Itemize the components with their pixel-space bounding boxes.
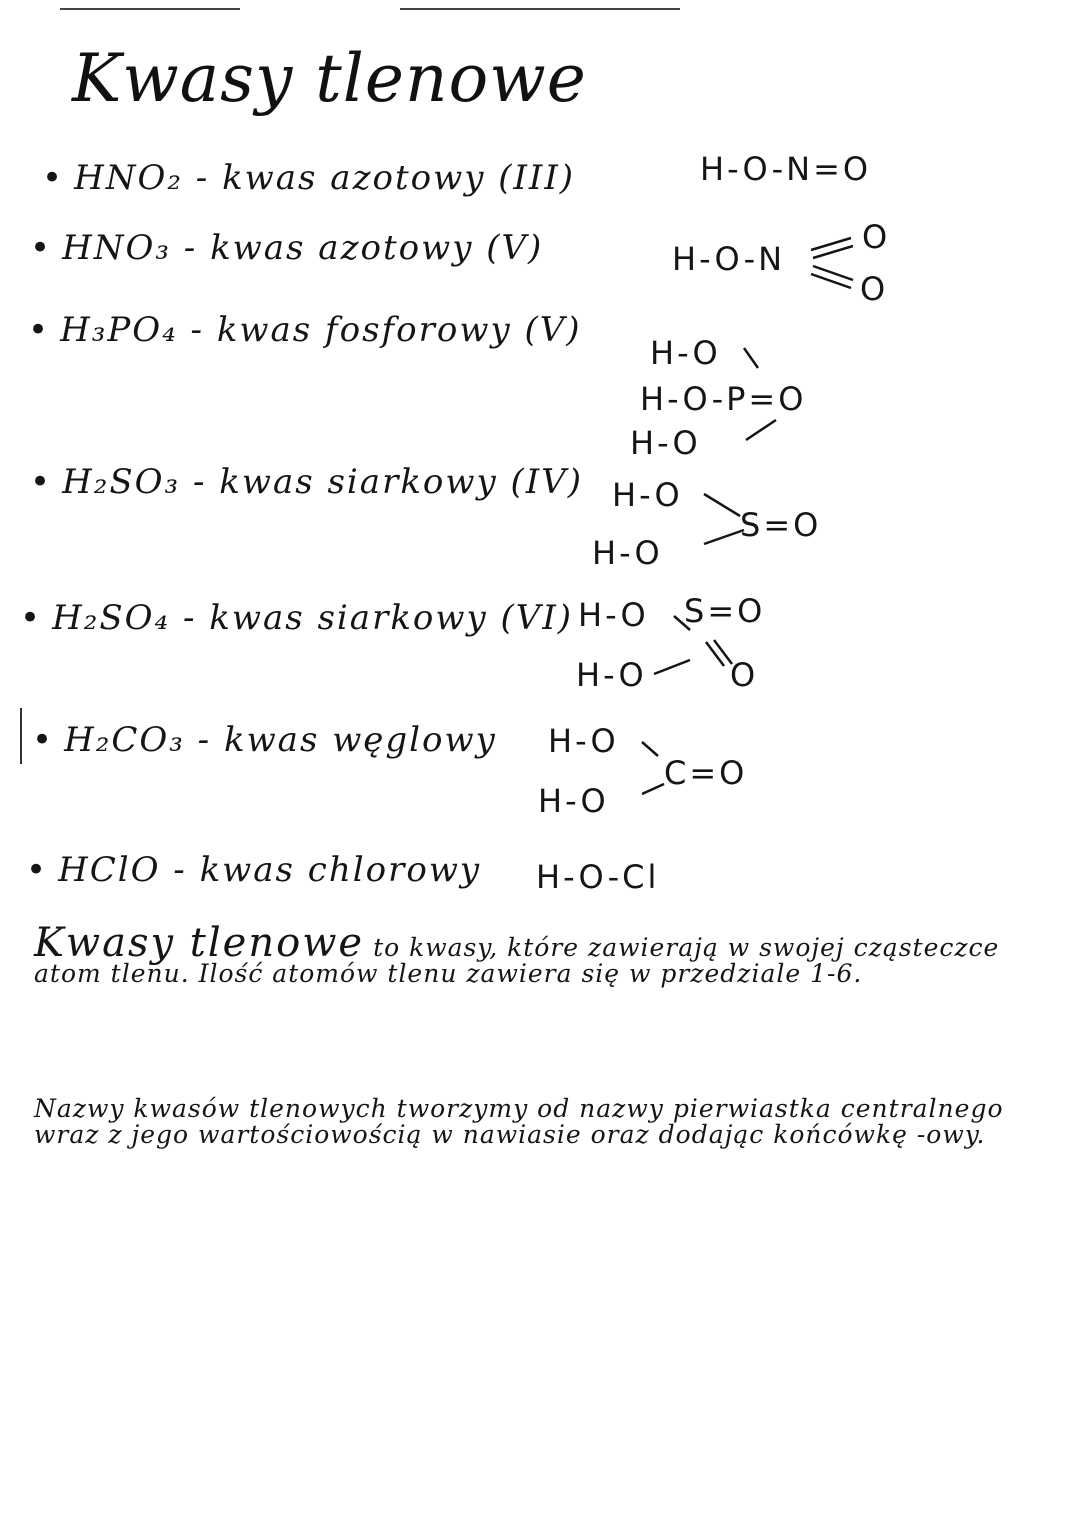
acid-row-hno2: • HNO₂ - kwas azotowy (III) (42, 158, 576, 198)
structure-hno3-o-top: O (862, 218, 891, 256)
margin-mark (20, 708, 22, 764)
acid-row-h3po4: • H₃PO₄ - kwas fosforowy (V) (28, 310, 582, 350)
structure-h2so4-line2: S=O (684, 592, 766, 630)
definition-head: Kwasy tlenowe (34, 920, 365, 966)
structure-h2co3-line1: H-O (548, 722, 619, 760)
structure-h3po4-line2: H-O-P=O (640, 380, 807, 418)
acid-row-h2co3: • H₂CO₃ - kwas węglowy (32, 720, 497, 760)
acid-row-h2so3: • H₂SO₃ - kwas siarkowy (IV) (30, 462, 584, 502)
structure-h2so3-line2: S=O (740, 506, 822, 544)
acid-name: HClO - kwas chlorowy (58, 850, 482, 890)
structure-h2so4-bonds (650, 612, 740, 682)
structure-h2so4-line3: H-O (576, 656, 647, 694)
acid-name: HNO₃ - kwas azotowy (V) (62, 228, 544, 268)
structure-h2co3-line3: H-O (538, 782, 609, 820)
structure-h3po4-line3: H-O (630, 424, 701, 462)
acid-name: H₂SO₄ - kwas siarkowy (VI) (52, 598, 574, 638)
acid-row-hclo: • HClO - kwas chlorowy (26, 850, 482, 890)
acid-row-h2so4: • H₂SO₄ - kwas siarkowy (VI) (20, 598, 574, 638)
structure-hno2: H-O-N=O (700, 150, 872, 188)
structure-h2so3-bonds (700, 488, 760, 558)
structure-h3po4-line1: H-O (650, 334, 721, 372)
acid-name: H₃PO₄ - kwas fosforowy (V) (60, 310, 582, 350)
structure-hno3: H-O-N (672, 240, 786, 278)
acid-name: H₂SO₃ - kwas siarkowy (IV) (62, 462, 584, 502)
acid-name: H₂CO₃ - kwas węglowy (64, 720, 497, 760)
structure-h2so3-line3: H-O (592, 534, 663, 572)
page-top-rule-right (400, 8, 680, 10)
acid-row-hno3: • HNO₃ - kwas azotowy (V) (30, 228, 544, 268)
structure-h2so3-line1: H-O (612, 476, 683, 514)
structure-hno3-o-bottom: O (860, 270, 889, 308)
structure-hclo: H-O-Cl (536, 858, 660, 896)
definition-text: to kwasy, które zawierają w swojej cząsteczce atom tlenu. Ilość atomów tlenu zawiera się w przedziale 1-6. (34, 933, 1000, 988)
definition-paragraph (34, 920, 1044, 988)
structure-h2co3-bonds (640, 732, 680, 802)
naming-paragraph: Nazwy kwasów tlenowych tworzymy od nazwy pierwiastka centralnego wraz z jego wartościowością w nawiasie oraz dodając końcówkę -owy. (34, 1094, 1004, 1149)
page-title: Kwasy tlenowe (72, 40, 587, 117)
structure-h2co3-line2: C=O (664, 754, 748, 792)
acid-name: HNO₂ - kwas azotowy (III) (74, 158, 576, 198)
structure-h2so4-line4: O (730, 656, 759, 694)
structure-h2so4-line1: H-O (578, 596, 649, 634)
page-top-rule-left (60, 8, 240, 10)
structure-h3po4-bonds (740, 340, 800, 450)
